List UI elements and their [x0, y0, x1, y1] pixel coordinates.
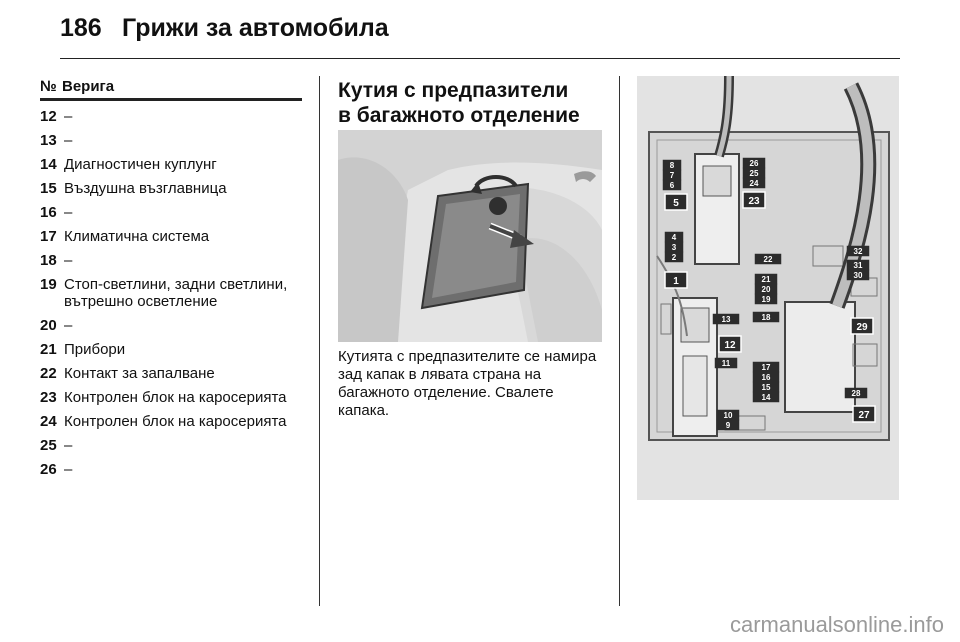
column-divider — [319, 76, 320, 606]
fuse-label: 12 — [724, 340, 736, 351]
table-row — [40, 132, 302, 149]
fuse-number: 26 — [40, 461, 57, 478]
fuse-box-diagram — [637, 76, 899, 500]
fuse-label: 22 — [763, 255, 773, 264]
fuse-circuit: – — [64, 317, 73, 334]
section-trunk-fusebox — [338, 78, 604, 419]
table-row — [40, 461, 302, 478]
fuse-table-header — [40, 78, 302, 101]
column-header-number: № — [40, 78, 57, 95]
table-row — [40, 180, 302, 197]
column-divider — [619, 76, 620, 606]
fuse-number: 23 — [40, 389, 57, 406]
trunk-cover-illustration — [338, 130, 602, 342]
table-row — [40, 365, 302, 382]
fuse-number: 22 — [40, 365, 57, 382]
footer-watermark: carmanualsonline.info — [729, 612, 944, 637]
section-title-line: в багажното отделение — [338, 104, 580, 127]
fuse-label: 30 — [853, 271, 863, 280]
fuse-label: 14 — [761, 393, 771, 402]
fuse-label: 27 — [858, 410, 870, 421]
fuse-label: 29 — [856, 322, 868, 333]
page-number: 186 — [60, 14, 102, 42]
fuse-label: 19 — [761, 295, 771, 304]
fuse-label: 13 — [721, 315, 731, 324]
fuse-label: 9 — [725, 421, 731, 430]
fuse-number: 15 — [40, 180, 57, 197]
fuse-number: 25 — [40, 437, 57, 454]
fuse-label: 25 — [749, 169, 759, 178]
fuse-number: 21 — [40, 341, 57, 358]
table-row — [40, 341, 302, 358]
fuse-label: 16 — [761, 373, 771, 382]
page-header — [60, 14, 900, 54]
fuse-circuit: Диагностичен куплунг — [64, 156, 217, 173]
fuse-label: 2 — [671, 253, 677, 262]
table-row — [40, 389, 302, 406]
fuse-label: 32 — [853, 247, 863, 256]
fuse-table — [40, 78, 302, 478]
fuse-number: 17 — [40, 228, 57, 245]
fuse-label: 6 — [669, 181, 675, 190]
fuse-circuit: Климатична система — [64, 228, 210, 245]
fuse-circuit: – — [64, 461, 73, 478]
fuse-circuit: – — [64, 132, 73, 149]
fuse-label: 7 — [669, 171, 675, 180]
fuse-label: 28 — [851, 389, 861, 398]
fuse-number: 24 — [40, 413, 57, 430]
fuse-circuit: – — [64, 437, 73, 454]
table-row — [40, 228, 302, 245]
fuse-circuit: Стоп-светлини, задни светлини, вътрешно осветление — [64, 276, 288, 310]
fuse-circuit: Контролен блок на каросерията — [64, 389, 287, 406]
fuse-label: 20 — [761, 285, 771, 294]
fuse-label: 10 — [723, 411, 733, 420]
fuse-label: 17 — [761, 363, 771, 372]
fuse-number: 14 — [40, 156, 57, 173]
fuse-label: 26 — [749, 159, 759, 168]
fuse-label: 21 — [761, 275, 771, 284]
table-row — [40, 413, 302, 430]
table-row — [40, 276, 302, 310]
fuse-number: 13 — [40, 132, 57, 149]
fuse-number: 18 — [40, 252, 57, 269]
table-row — [40, 156, 302, 173]
fuse-label: 5 — [673, 198, 679, 209]
fuse-circuit: Прибори — [64, 341, 126, 358]
fuse-number: 12 — [40, 108, 57, 125]
fuse-label: 23 — [748, 196, 760, 207]
fuse-circuit: – — [64, 252, 73, 269]
table-row — [40, 204, 302, 221]
fuse-label: 3 — [671, 243, 677, 252]
page-title: Грижи за автомобила — [122, 14, 389, 42]
fuse-label: 24 — [749, 179, 759, 188]
table-row — [40, 108, 302, 125]
fuse-label: 15 — [761, 383, 771, 392]
fuse-number: 20 — [40, 317, 57, 334]
fuse-circuit: Контакт за запалване — [64, 365, 215, 382]
fuse-number: 19 — [40, 276, 57, 293]
fuse-circuit: Контролен блок на каросерията — [64, 413, 287, 430]
fuse-label: 11 — [721, 359, 731, 368]
section-caption: Кутията с предпазителите се намира зад капак в лявата страна на багажното отделение. Свалете капака. — [338, 348, 597, 419]
fuse-number: 16 — [40, 204, 57, 221]
table-row — [40, 252, 302, 269]
fuse-label: 1 — [673, 276, 679, 287]
header-divider — [60, 58, 900, 59]
fuse-label: 18 — [761, 313, 771, 322]
column-header-circuit: Верига — [62, 78, 115, 95]
table-row — [40, 437, 302, 454]
fuse-label: 4 — [671, 233, 677, 242]
fuse-circuit: Въздушна възглавница — [64, 180, 227, 197]
fuse-circuit: – — [64, 108, 73, 125]
section-title-line: Кутия с предпазители — [338, 79, 569, 102]
fuse-label: 8 — [669, 161, 675, 170]
table-row — [40, 317, 302, 334]
fuse-label: 31 — [853, 261, 863, 270]
fuse-circuit: – — [64, 204, 73, 221]
section-title — [338, 78, 604, 128]
